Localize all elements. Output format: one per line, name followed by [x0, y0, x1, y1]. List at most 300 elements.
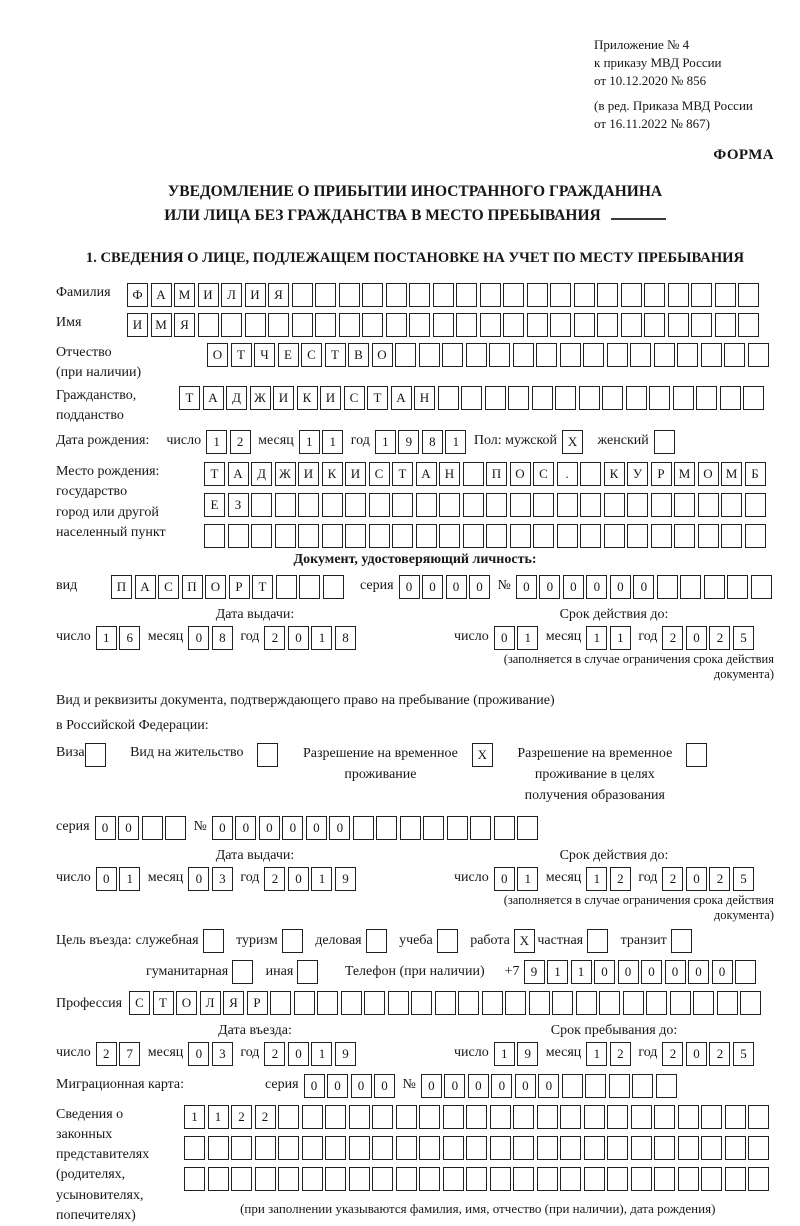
surname-cells-box[interactable]: [362, 283, 383, 307]
birth-place-row3-cells-box[interactable]: [251, 524, 272, 548]
representatives-row1-cells-box[interactable]: [537, 1105, 558, 1129]
profession-cells-box[interactable]: [670, 991, 691, 1015]
representatives-row3-cells-box[interactable]: [725, 1167, 746, 1191]
name-cells-box[interactable]: [738, 313, 759, 337]
birth-place-row3-cells-box[interactable]: [322, 524, 343, 548]
residence-permit-checkbox[interactable]: [257, 743, 281, 767]
birth-place-row2-cells-box[interactable]: [463, 493, 484, 517]
edu-residence-checkbox-box[interactable]: [686, 743, 707, 767]
res-issue-year-cells-box[interactable]: 9: [335, 867, 356, 891]
representatives-row2-cells-box[interactable]: [701, 1136, 722, 1160]
birth-place-row1-cells-box[interactable]: И: [345, 462, 366, 486]
purpose-humanitarian-checkbox[interactable]: [232, 960, 256, 984]
entry-year-cells-box[interactable]: 9: [335, 1042, 356, 1066]
birth-place-row3-cells-box[interactable]: [228, 524, 249, 548]
birth-place-row3-cells-box[interactable]: [416, 524, 437, 548]
surname-cells-box[interactable]: Я: [268, 283, 289, 307]
birth-place-row2-cells-box[interactable]: [416, 493, 437, 517]
birth-place-row1-cells-box[interactable]: К: [322, 462, 343, 486]
birth-year-cells-box[interactable]: 1: [375, 430, 396, 454]
representatives-row3-cells-box[interactable]: [208, 1167, 229, 1191]
id-doc-number-cells-box[interactable]: 0: [539, 575, 560, 599]
representatives-row2-cells-box[interactable]: [466, 1136, 487, 1160]
birth-place-row2-cells-box[interactable]: [627, 493, 648, 517]
patronymic-cells-box[interactable]: В: [348, 343, 369, 367]
citizenship-cells-box[interactable]: А: [203, 386, 224, 410]
citizenship-cells-box[interactable]: Н: [414, 386, 435, 410]
birth-place-row3-cells-box[interactable]: [580, 524, 601, 548]
birth-place-row2-cells-box[interactable]: [275, 493, 296, 517]
birth-place-row3-cells-box[interactable]: [721, 524, 742, 548]
patronymic-cells-box[interactable]: [466, 343, 487, 367]
surname-cells-box[interactable]: [386, 283, 407, 307]
purpose-other-checkbox-box[interactable]: [297, 960, 318, 984]
representatives-row3-cells-box[interactable]: [184, 1167, 205, 1191]
profession-cells-box[interactable]: [693, 991, 714, 1015]
representatives-row2-cells[interactable]: [184, 1136, 772, 1160]
profession-cells-box[interactable]: [270, 991, 291, 1015]
residence-series-cells-box[interactable]: [165, 816, 186, 840]
representatives-row1-cells-box[interactable]: [513, 1105, 534, 1129]
birth-place-row2-cells-box[interactable]: [721, 493, 742, 517]
birth-place-row2-cells-box[interactable]: [698, 493, 719, 517]
id-valid-year-cells-box[interactable]: 2: [662, 626, 683, 650]
patronymic-cells-box[interactable]: [536, 343, 557, 367]
id-doc-kind-cells-box[interactable]: Р: [229, 575, 250, 599]
edu-residence-checkbox[interactable]: [686, 743, 710, 767]
citizenship-cells-box[interactable]: И: [320, 386, 341, 410]
migration-number-cells-box[interactable]: [585, 1074, 606, 1098]
migration-series-cells-box[interactable]: 0: [327, 1074, 348, 1098]
id-doc-kind-cells-box[interactable]: Т: [252, 575, 273, 599]
surname-cells-box[interactable]: [456, 283, 477, 307]
id-issue-month-cells-box[interactable]: 0: [188, 626, 209, 650]
name-cells-box[interactable]: [644, 313, 665, 337]
name-cells[interactable]: [127, 313, 762, 337]
representatives-row2-cells-box[interactable]: [584, 1136, 605, 1160]
representatives-row3-cells-box[interactable]: [255, 1167, 276, 1191]
birth-place-row3-cells-box[interactable]: [486, 524, 507, 548]
id-doc-series-cells-box[interactable]: 0: [446, 575, 467, 599]
id-valid-day-cells[interactable]: [494, 626, 541, 650]
profession-cells-box[interactable]: [623, 991, 644, 1015]
representatives-row2-cells-box[interactable]: [560, 1136, 581, 1160]
representatives-row1-cells-box[interactable]: [560, 1105, 581, 1129]
entry-month-cells-box[interactable]: 0: [188, 1042, 209, 1066]
stay-year-cells[interactable]: [662, 1042, 756, 1066]
birth-place-row1-cells[interactable]: [204, 462, 768, 486]
citizenship-cells-box[interactable]: [579, 386, 600, 410]
migration-series-cells-box[interactable]: 0: [304, 1074, 325, 1098]
patronymic-cells-box[interactable]: [701, 343, 722, 367]
birth-month-cells-box[interactable]: 1: [299, 430, 320, 454]
id-doc-number-cells[interactable]: [516, 575, 775, 599]
id-doc-series-cells-box[interactable]: 0: [399, 575, 420, 599]
birth-place-row1-cells-box[interactable]: И: [298, 462, 319, 486]
citizenship-cells-box[interactable]: [508, 386, 529, 410]
representatives-row1-cells-box[interactable]: [725, 1105, 746, 1129]
birth-place-row3-cells-box[interactable]: [439, 524, 460, 548]
representatives-row2-cells-box[interactable]: [231, 1136, 252, 1160]
representatives-row2-cells-box[interactable]: [654, 1136, 675, 1160]
citizenship-cells-box[interactable]: [720, 386, 741, 410]
representatives-row3-cells-box[interactable]: [278, 1167, 299, 1191]
birth-place-row2-cells-box[interactable]: [533, 493, 554, 517]
res-issue-month-cells-box[interactable]: 0: [188, 867, 209, 891]
profession-cells-box[interactable]: [341, 991, 362, 1015]
res-valid-year-cells-box[interactable]: 2: [662, 867, 683, 891]
birth-place-row2-cells-box[interactable]: [674, 493, 695, 517]
id-doc-number-cells-box[interactable]: [704, 575, 725, 599]
birth-place-row2-cells-box[interactable]: [510, 493, 531, 517]
birth-place-row1-cells-box[interactable]: А: [228, 462, 249, 486]
temp-residence-checkbox[interactable]: [472, 743, 496, 767]
patronymic-cells-box[interactable]: Е: [278, 343, 299, 367]
representatives-row1-cells-box[interactable]: [302, 1105, 323, 1129]
representatives-row3-cells-box[interactable]: [419, 1167, 440, 1191]
residence-number-cells-box[interactable]: [470, 816, 491, 840]
representatives-row2-cells-box[interactable]: [396, 1136, 417, 1160]
id-doc-kind-cells-box[interactable]: [276, 575, 297, 599]
birth-place-row2-cells-box[interactable]: [298, 493, 319, 517]
res-valid-year-cells-box[interactable]: 5: [733, 867, 754, 891]
entry-year-cells[interactable]: [264, 1042, 358, 1066]
surname-cells-box[interactable]: [738, 283, 759, 307]
birth-place-row1-cells-box[interactable]: Р: [651, 462, 672, 486]
migration-number-cells-box[interactable]: [656, 1074, 677, 1098]
id-valid-day-cells-box[interactable]: 0: [494, 626, 515, 650]
representatives-row3-cells-box[interactable]: [325, 1167, 346, 1191]
surname-cells-box[interactable]: [292, 283, 313, 307]
phone-cells-box[interactable]: 1: [571, 960, 592, 984]
id-valid-year-cells-box[interactable]: 0: [686, 626, 707, 650]
profession-cells-box[interactable]: [552, 991, 573, 1015]
res-valid-month-cells-box[interactable]: 1: [586, 867, 607, 891]
citizenship-cells-box[interactable]: [485, 386, 506, 410]
birth-place-row1-cells-box[interactable]: Н: [439, 462, 460, 486]
residence-permit-checkbox-box[interactable]: [257, 743, 278, 767]
stay-year-cells-box[interactable]: 5: [733, 1042, 754, 1066]
representatives-row2-cells-box[interactable]: [513, 1136, 534, 1160]
profession-cells-box[interactable]: Р: [247, 991, 268, 1015]
profession-cells-box[interactable]: [364, 991, 385, 1015]
name-cells-box[interactable]: [221, 313, 242, 337]
res-valid-month-cells-box[interactable]: 2: [610, 867, 631, 891]
res-issue-day-cells-box[interactable]: 1: [119, 867, 140, 891]
surname-cells-box[interactable]: [691, 283, 712, 307]
birth-year-cells-box[interactable]: 8: [422, 430, 443, 454]
representatives-row2-cells-box[interactable]: [255, 1136, 276, 1160]
representatives-row1-cells-box[interactable]: 2: [255, 1105, 276, 1129]
birth-day-cells[interactable]: [206, 430, 253, 454]
citizenship-cells-box[interactable]: [743, 386, 764, 410]
id-doc-kind-cells-box[interactable]: П: [111, 575, 132, 599]
name-cells-box[interactable]: И: [127, 313, 148, 337]
representatives-row1-cells-box[interactable]: [278, 1105, 299, 1129]
representatives-row1-cells-box[interactable]: [466, 1105, 487, 1129]
surname-cells-box[interactable]: И: [245, 283, 266, 307]
id-doc-number-cells-box[interactable]: 0: [610, 575, 631, 599]
id-valid-month-cells[interactable]: [586, 626, 633, 650]
id-doc-series-cells[interactable]: [399, 575, 493, 599]
purpose-study-checkbox[interactable]: [437, 929, 461, 953]
purpose-business-checkbox-box[interactable]: [366, 929, 387, 953]
name-cells-box[interactable]: [386, 313, 407, 337]
birth-place-row3-cells-box[interactable]: [369, 524, 390, 548]
birth-place-row2-cells-box[interactable]: З: [228, 493, 249, 517]
citizenship-cells-box[interactable]: [532, 386, 553, 410]
stay-year-cells-box[interactable]: 2: [709, 1042, 730, 1066]
representatives-row2-cells-box[interactable]: [372, 1136, 393, 1160]
representatives-row2-cells-box[interactable]: [419, 1136, 440, 1160]
id-valid-month-cells-box[interactable]: 1: [586, 626, 607, 650]
birth-month-cells[interactable]: [299, 430, 346, 454]
name-cells-box[interactable]: [315, 313, 336, 337]
representatives-row1-cells-box[interactable]: [607, 1105, 628, 1129]
purpose-private-checkbox[interactable]: [587, 929, 611, 953]
patronymic-cells-box[interactable]: [583, 343, 604, 367]
surname-cells[interactable]: [127, 283, 762, 307]
res-issue-month-cells[interactable]: [188, 867, 235, 891]
birth-place-row1-cells-box[interactable]: Ж: [275, 462, 296, 486]
birth-place-row1-cells-box[interactable]: М: [721, 462, 742, 486]
id-valid-year-cells-box[interactable]: 2: [709, 626, 730, 650]
birth-place-row3-cells-box[interactable]: [651, 524, 672, 548]
res-issue-month-cells-box[interactable]: 3: [212, 867, 233, 891]
birth-place-row1-cells-box[interactable]: А: [416, 462, 437, 486]
patronymic-cells-box[interactable]: [607, 343, 628, 367]
profession-cells-box[interactable]: Я: [223, 991, 244, 1015]
birth-place-row3-cells-box[interactable]: [745, 524, 766, 548]
name-cells-box[interactable]: М: [151, 313, 172, 337]
citizenship-cells-box[interactable]: [602, 386, 623, 410]
migration-series-cells[interactable]: [304, 1074, 398, 1098]
representatives-row2-cells-box[interactable]: [443, 1136, 464, 1160]
surname-cells-box[interactable]: [409, 283, 430, 307]
patronymic-cells-box[interactable]: [489, 343, 510, 367]
citizenship-cells-box[interactable]: [626, 386, 647, 410]
profession-cells-box[interactable]: [388, 991, 409, 1015]
temp-residence-checkbox-box[interactable]: X: [472, 743, 493, 767]
migration-number-cells-box[interactable]: [632, 1074, 653, 1098]
phone-cells-box[interactable]: 0: [594, 960, 615, 984]
birth-place-row1-cells-box[interactable]: Д: [251, 462, 272, 486]
id-issue-day-cells[interactable]: [96, 626, 143, 650]
representatives-row2-cells-box[interactable]: [349, 1136, 370, 1160]
representatives-row2-cells-box[interactable]: [302, 1136, 323, 1160]
migration-number-cells-box[interactable]: [562, 1074, 583, 1098]
purpose-study-checkbox-box[interactable]: [437, 929, 458, 953]
representatives-row1-cells-box[interactable]: [631, 1105, 652, 1129]
birth-place-row3-cells-box[interactable]: [463, 524, 484, 548]
purpose-private-checkbox-box[interactable]: [587, 929, 608, 953]
residence-number-cells-box[interactable]: 0: [259, 816, 280, 840]
migration-number-cells-box[interactable]: 0: [421, 1074, 442, 1098]
birth-place-row2-cells-box[interactable]: [392, 493, 413, 517]
birth-day-cells-box[interactable]: 2: [230, 430, 251, 454]
purpose-official-checkbox-box[interactable]: [203, 929, 224, 953]
birth-year-cells-box[interactable]: 9: [398, 430, 419, 454]
purpose-business-checkbox[interactable]: [366, 929, 390, 953]
sex-male-checkbox-box[interactable]: X: [562, 430, 583, 454]
surname-cells-box[interactable]: [597, 283, 618, 307]
id-issue-month-cells-box[interactable]: 8: [212, 626, 233, 650]
name-cells-box[interactable]: [245, 313, 266, 337]
phone-cells-box[interactable]: [735, 960, 756, 984]
birth-place-row3-cells-box[interactable]: [298, 524, 319, 548]
id-doc-number-cells-box[interactable]: [680, 575, 701, 599]
res-valid-year-cells-box[interactable]: 0: [686, 867, 707, 891]
representatives-row3-cells-box[interactable]: [748, 1167, 769, 1191]
id-doc-kind-cells-box[interactable]: О: [205, 575, 226, 599]
id-doc-series-cells-box[interactable]: 0: [422, 575, 443, 599]
stay-day-cells-box[interactable]: 1: [494, 1042, 515, 1066]
surname-cells-box[interactable]: [480, 283, 501, 307]
birth-place-row1-cells-box[interactable]: У: [627, 462, 648, 486]
id-issue-year-cells-box[interactable]: 1: [311, 626, 332, 650]
migration-series-cells-box[interactable]: 0: [374, 1074, 395, 1098]
name-cells-box[interactable]: [409, 313, 430, 337]
citizenship-cells-box[interactable]: [555, 386, 576, 410]
birth-place-row2-cells-box[interactable]: [322, 493, 343, 517]
surname-cells-box[interactable]: [527, 283, 548, 307]
birth-place-row2-cells-box[interactable]: [651, 493, 672, 517]
profession-cells[interactable]: [129, 991, 764, 1015]
representatives-row3-cells-box[interactable]: [302, 1167, 323, 1191]
birth-place-row2-cells-box[interactable]: [745, 493, 766, 517]
profession-cells-box[interactable]: [411, 991, 432, 1015]
representatives-row3-cells-box[interactable]: [537, 1167, 558, 1191]
stay-month-cells-box[interactable]: 2: [610, 1042, 631, 1066]
id-doc-number-cells-box[interactable]: 0: [633, 575, 654, 599]
entry-year-cells-box[interactable]: 1: [311, 1042, 332, 1066]
purpose-tourism-checkbox[interactable]: [282, 929, 306, 953]
patronymic-cells-box[interactable]: [513, 343, 534, 367]
birth-place-row3-cells[interactable]: [204, 524, 768, 548]
stay-month-cells-box[interactable]: 1: [586, 1042, 607, 1066]
id-issue-day-cells-box[interactable]: 6: [119, 626, 140, 650]
res-issue-day-cells[interactable]: [96, 867, 143, 891]
surname-cells-box[interactable]: [315, 283, 336, 307]
citizenship-cells-box[interactable]: К: [297, 386, 318, 410]
birth-year-cells[interactable]: [375, 430, 469, 454]
stay-month-cells[interactable]: [586, 1042, 633, 1066]
entry-year-cells-box[interactable]: 2: [264, 1042, 285, 1066]
representatives-row2-cells-box[interactable]: [631, 1136, 652, 1160]
res-issue-year-cells-box[interactable]: 1: [311, 867, 332, 891]
surname-cells-box[interactable]: А: [151, 283, 172, 307]
birth-day-cells-box[interactable]: 1: [206, 430, 227, 454]
birth-place-row3-cells-box[interactable]: [604, 524, 625, 548]
birth-place-row1-cells-box[interactable]: [463, 462, 484, 486]
name-cells-box[interactable]: [292, 313, 313, 337]
representatives-row1-cells[interactable]: [184, 1105, 772, 1129]
id-valid-year-cells-box[interactable]: 5: [733, 626, 754, 650]
birth-place-row1-cells-box[interactable]: .: [557, 462, 578, 486]
migration-number-cells-box[interactable]: 0: [468, 1074, 489, 1098]
representatives-row1-cells-box[interactable]: [372, 1105, 393, 1129]
surname-cells-box[interactable]: [668, 283, 689, 307]
representatives-row2-cells-box[interactable]: [184, 1136, 205, 1160]
res-valid-year-cells-box[interactable]: 2: [709, 867, 730, 891]
residence-number-cells-box[interactable]: [494, 816, 515, 840]
patronymic-cells-box[interactable]: С: [301, 343, 322, 367]
patronymic-cells-box[interactable]: [442, 343, 463, 367]
residence-series-cells-box[interactable]: [142, 816, 163, 840]
birth-place-row1-cells-box[interactable]: Т: [204, 462, 225, 486]
birth-place-row2-cells-box[interactable]: [486, 493, 507, 517]
birth-place-row3-cells-box[interactable]: [674, 524, 695, 548]
id-doc-number-cells-box[interactable]: 0: [586, 575, 607, 599]
surname-cells-box[interactable]: [715, 283, 736, 307]
name-cells-box[interactable]: [268, 313, 289, 337]
entry-month-cells-box[interactable]: 3: [212, 1042, 233, 1066]
visa-checkbox[interactable]: [85, 743, 109, 767]
profession-cells-box[interactable]: [529, 991, 550, 1015]
name-cells-box[interactable]: [362, 313, 383, 337]
citizenship-cells-box[interactable]: [673, 386, 694, 410]
name-cells-box[interactable]: [503, 313, 524, 337]
name-cells-box[interactable]: [456, 313, 477, 337]
birth-place-row3-cells-box[interactable]: [510, 524, 531, 548]
patronymic-cells-box[interactable]: Т: [325, 343, 346, 367]
profession-cells-box[interactable]: [505, 991, 526, 1015]
birth-place-row2-cells-box[interactable]: [369, 493, 390, 517]
residence-number-cells-box[interactable]: 0: [306, 816, 327, 840]
representatives-row1-cells-box[interactable]: 2: [231, 1105, 252, 1129]
res-issue-day-cells-box[interactable]: 0: [96, 867, 117, 891]
id-doc-number-cells-box[interactable]: 0: [516, 575, 537, 599]
id-issue-year-cells-box[interactable]: 0: [288, 626, 309, 650]
name-cells-box[interactable]: [597, 313, 618, 337]
id-valid-day-cells-box[interactable]: 1: [517, 626, 538, 650]
name-cells-box[interactable]: [198, 313, 219, 337]
birth-place-row3-cells-box[interactable]: [533, 524, 554, 548]
representatives-row2-cells-box[interactable]: [278, 1136, 299, 1160]
profession-cells-box[interactable]: Л: [200, 991, 221, 1015]
purpose-transit-checkbox[interactable]: [671, 929, 695, 953]
residence-number-cells-box[interactable]: 0: [212, 816, 233, 840]
citizenship-cells-box[interactable]: [696, 386, 717, 410]
name-cells-box[interactable]: [715, 313, 736, 337]
representatives-row1-cells-box[interactable]: [584, 1105, 605, 1129]
stay-day-cells-box[interactable]: 9: [517, 1042, 538, 1066]
birth-place-row3-cells-box[interactable]: [698, 524, 719, 548]
sex-female-checkbox[interactable]: [654, 430, 678, 454]
purpose-tourism-checkbox-box[interactable]: [282, 929, 303, 953]
birth-place-row1-cells-box[interactable]: [580, 462, 601, 486]
birth-place-row1-cells-box[interactable]: О: [698, 462, 719, 486]
migration-series-cells-box[interactable]: 0: [351, 1074, 372, 1098]
phone-cells-box[interactable]: 1: [547, 960, 568, 984]
birth-month-cells-box[interactable]: 1: [322, 430, 343, 454]
birth-place-row3-cells-box[interactable]: [557, 524, 578, 548]
profession-cells-box[interactable]: [646, 991, 667, 1015]
representatives-row1-cells-box[interactable]: [678, 1105, 699, 1129]
sex-male-checkbox[interactable]: [562, 430, 586, 454]
phone-cells-box[interactable]: 0: [665, 960, 686, 984]
name-cells-box[interactable]: [339, 313, 360, 337]
phone-cells-box[interactable]: 0: [618, 960, 639, 984]
residence-number-cells-box[interactable]: [517, 816, 538, 840]
representatives-row3-cells-box[interactable]: [631, 1167, 652, 1191]
entry-day-cells[interactable]: [96, 1042, 143, 1066]
representatives-row1-cells-box[interactable]: [419, 1105, 440, 1129]
patronymic-cells-box[interactable]: О: [372, 343, 393, 367]
profession-cells-box[interactable]: С: [129, 991, 150, 1015]
profession-cells-box[interactable]: [435, 991, 456, 1015]
name-cells-box[interactable]: [480, 313, 501, 337]
